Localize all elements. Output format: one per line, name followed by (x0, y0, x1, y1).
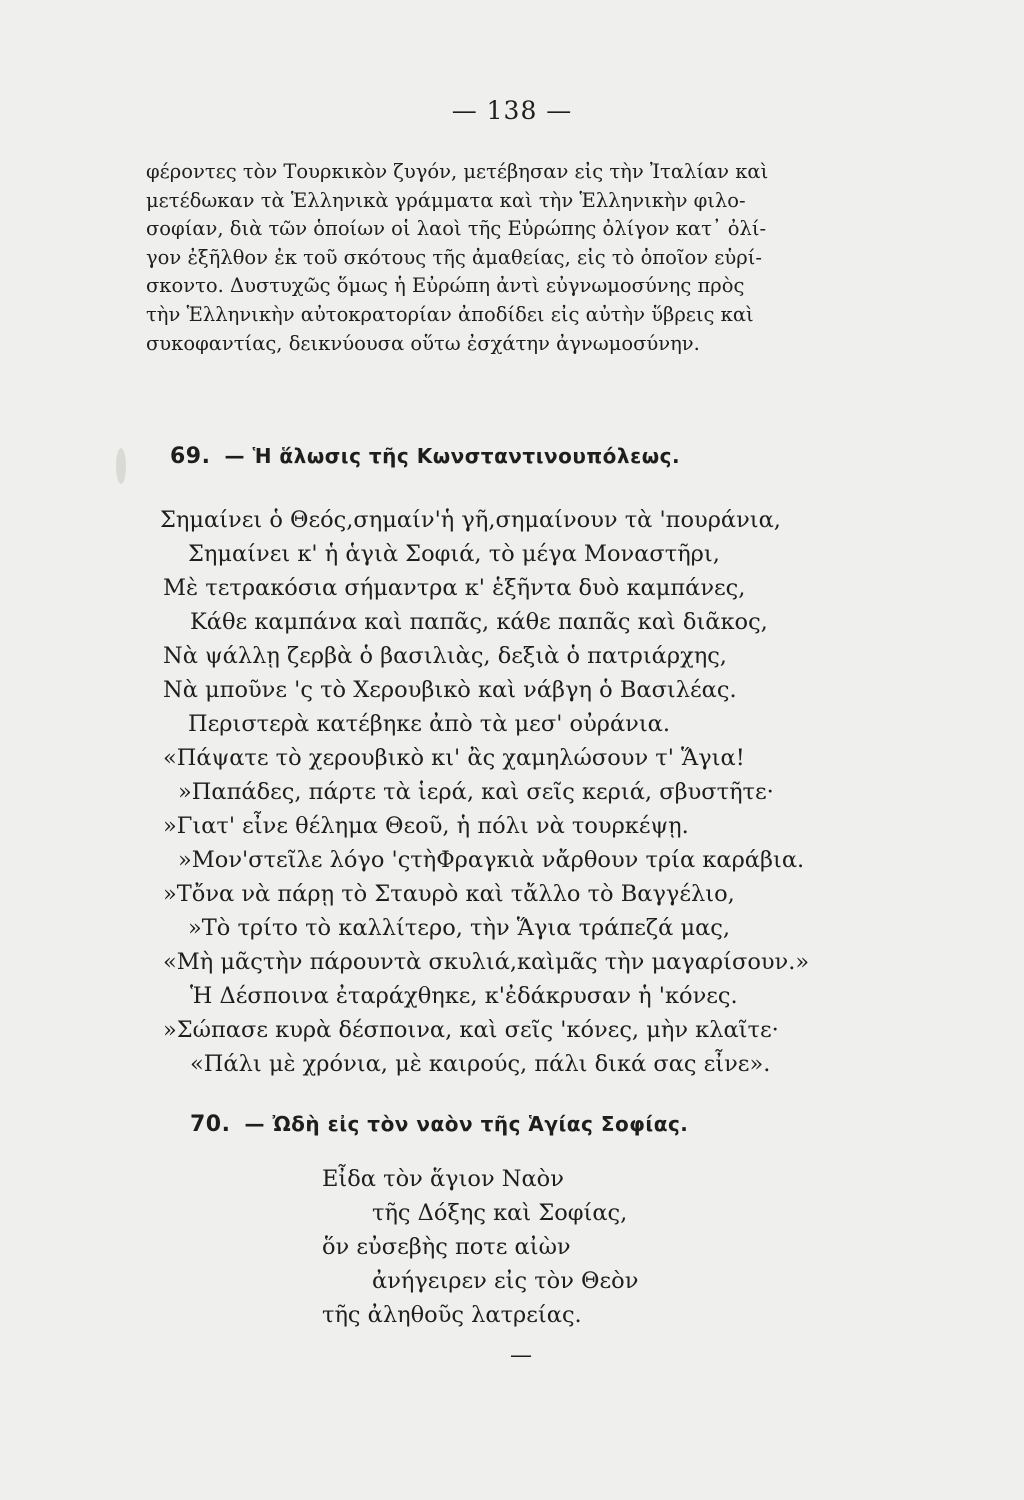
verse-line: «Μὴ μᾶςτὴν πάρουντὰ σκυλιά,καὶμᾶς τὴν μαγαρίσουν.» (163, 949, 810, 975)
prose-line: συκοφαντίας, δεικνύουσα οὕτω ἐσχάτην ἀγνωμοσύνην. (146, 331, 700, 355)
prose-line: τὴν Ἑλληνικὴν αὐτοκρατορίαν ἀποδίδει εἰς αὐτὴν ὕβρεις καὶ (146, 302, 754, 326)
verse-line: »Τὸ τρίτο τὸ καλλίτερο, τὴν Ἅγια τράπεζά μας, (188, 915, 731, 941)
verse-line: Εἶδα τὸν ἅγιον Ναὸν (322, 1166, 564, 1192)
verse-line: Σημαίνει κ' ἡ ἁγιὰ Σοφιά, τὸ μέγα Μοναστῆρι, (188, 541, 720, 567)
section-title: — Ὠδὴ εἰς τὸν ναὸν τῆς Ἁγίας Σοφίας. (244, 1112, 689, 1136)
verse-line: Νὰ ψάλλῃ ζερβὰ ὁ βασιλιὰς, δεξιὰ ὁ πατριάρχης, (163, 643, 727, 669)
verse-line: Περιστερὰ κατέβηκε ἀπὸ τὰ μεσ' οὐράνια. (188, 711, 671, 737)
page-number: — 138 — (451, 96, 573, 125)
prose-line: μετέδωκαν τὰ Ἑλληνικὰ γράμματα καὶ τὴν Ἑλληνικὴν φιλο- (146, 188, 746, 212)
prose-line: σοφίαν, διὰ τῶν ὁποίων οἱ λαοὶ τῆς Εὐρώπης ὀλίγον κατ᾽ ὀλί- (146, 217, 767, 241)
prose-line: γον ἐξῆλθον ἐκ τοῦ σκότους τῆς ἀμαθείας, εἰς τὸ ὁποῖον εὑρί- (146, 245, 762, 269)
verse-line: τῆς ἀληθοῦς λατρείας. (322, 1302, 582, 1328)
prose-paragraph (146, 158, 876, 358)
verse-line: »Γιατ' εἶνε θέλημα Θεοῦ, ἡ πόλι νὰ τουρκέψῃ. (163, 813, 689, 839)
section-69-heading (170, 444, 890, 469)
verse-line: «Πάλι μὲ χρόνια, μὲ καιρούς, πάλι δικά σας εἶνε». (190, 1051, 771, 1077)
verse-line: Κάθε καμπάνα καὶ παπᾶς, κάθε παπᾶς καὶ διᾶκος, (190, 609, 768, 635)
verse-line: ἀνήγειρεν εἰς τὸν Θεὸν (372, 1268, 639, 1294)
verse-line: «Πάψατε τὸ χερουβικὸ κι' ἂς χαμηλώσουν τ' Ἅγια! (163, 745, 745, 771)
verse-line: Σημαίνει ὁ Θεός,σημαίν'ἡ γῆ,σημαίνουν τὰ 'πουράνια, (160, 507, 781, 533)
verse-line: »Μον'στεῖλε λόγο 'ςτὴΦραγκιὰ νἄρθουν τρία καράβια. (178, 847, 805, 873)
verse-line: »Παπάδες, πάρτε τὰ ἱερά, καὶ σεῖς κεριά, σβυστῆτε· (178, 779, 774, 805)
verse-line: Μὲ τετρακόσια σήμαντρα κ' ἑξῆντα δυὸ καμπάνες, (163, 575, 746, 601)
section-70-heading (190, 1112, 910, 1137)
section-number: 69. (170, 444, 211, 469)
verse-line: ὅν εὐσεβὴς ποτε αἰὼν (322, 1234, 571, 1260)
end-mark: — (510, 1343, 532, 1368)
verse-line: Νὰ μποῦνε 'ς τὸ Χερουβικὸ καὶ νάβγη ὁ Βασιλέας. (163, 677, 737, 703)
prose-line: σκοντο. Δυστυχῶς ὅμως ἡ Εὐρώπη ἀντὶ εὐγνωμοσύνης πρὸς (146, 274, 745, 298)
verse-line: »Σώπασε κυρὰ δέσποινα, καὶ σεῖς 'κόνες, μὴν κλαῖτε· (163, 1017, 779, 1043)
prose-line: φέροντες τὸν Τουρκικὸν ζυγόν, μετέβησαν εἰς τὴν Ἰταλίαν καὶ (146, 160, 769, 183)
paper-blemish (116, 448, 126, 484)
verse-line: τῆς Δόξης καὶ Σοφίας, (372, 1200, 628, 1226)
verse-line: Ἡ Δέσποινα ἐταράχθηκε, κ'ἐδάκρυσαν ἡ 'κόνες. (190, 983, 738, 1009)
verse-line: »Τὄνα νὰ πάρῃ τὸ Σταυρὸ καὶ τἄλλο τὸ Βαγγέλιο, (163, 881, 735, 907)
section-title: — Ἡ ἅλωσις τῆς Κωνσταντινουπόλεως. (224, 444, 681, 468)
section-number: 70. (190, 1112, 231, 1137)
